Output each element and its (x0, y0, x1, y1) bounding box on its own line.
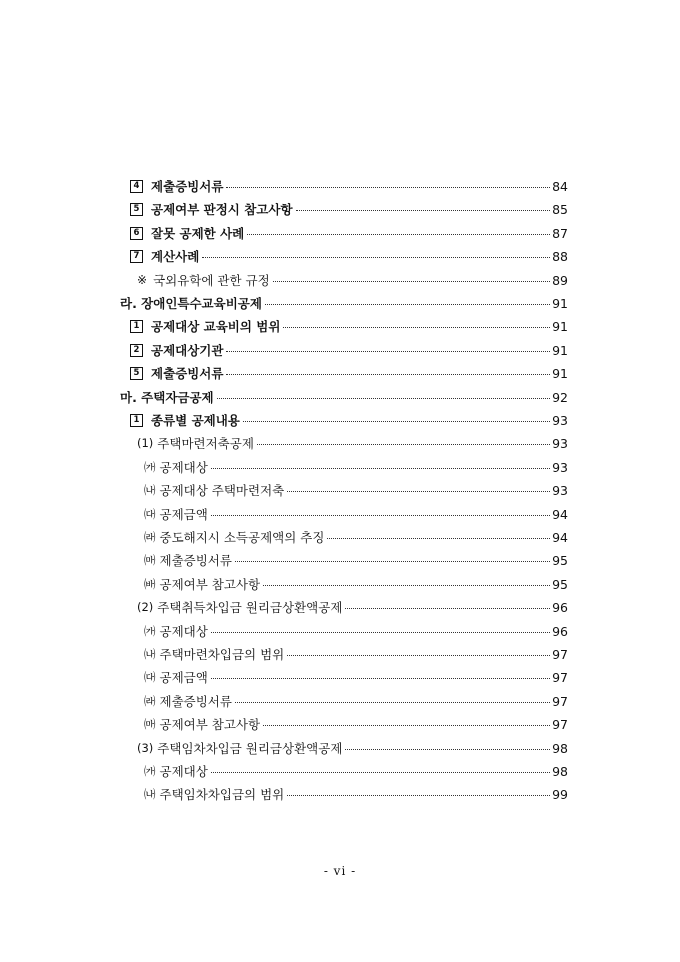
toc-entry-title (144, 622, 208, 640)
toc-entry-text: 제출증빙서류 (151, 366, 224, 381)
toc-marker: ㈓ (144, 577, 156, 591)
toc-page-number: 94 (552, 529, 568, 545)
numbered-box-marker: 5 (130, 203, 143, 216)
toc-marker: ㈏ (144, 483, 156, 497)
toc-entry-text: 제출증빙서류 (159, 553, 232, 568)
dot-leader (287, 490, 550, 492)
toc-entry-text: 공제여부 판정시 참고사항 (151, 202, 293, 217)
toc-page-number: 84 (552, 178, 568, 194)
toc-marker: ㈒ (144, 553, 156, 567)
toc-marker: ㈒ (144, 717, 156, 731)
toc-entry-title (144, 692, 232, 710)
toc-page-number: 88 (552, 248, 568, 264)
toc-entry-text: 중도해지시 소득공제액의 추징 (159, 530, 325, 545)
dot-leader (263, 724, 550, 726)
toc-entry-text: 공제대상 (159, 460, 208, 475)
toc-entry[interactable] (144, 457, 568, 477)
dot-leader (283, 326, 550, 328)
toc-entry[interactable] (130, 410, 568, 430)
toc-entry-text: 주택취득차입금 원리금상환액공제 (157, 600, 343, 615)
toc-entry[interactable] (144, 691, 568, 711)
toc-entry-text: 국외유학에 관한 규정 (153, 273, 270, 288)
toc-entry-text: 주택임차차입금 원리금상환액공제 (157, 741, 343, 756)
dot-leader (211, 467, 550, 469)
toc-page-number: 91 (552, 318, 568, 334)
dot-leader (257, 443, 550, 445)
toc-entry-title (144, 715, 260, 733)
numbered-box-marker: 2 (130, 344, 143, 357)
toc-entry-text: 공제여부 참고사항 (159, 577, 261, 592)
toc-entry-title (144, 762, 208, 780)
toc-entry[interactable] (144, 550, 568, 570)
toc-entry-text: 계산사례 (151, 249, 200, 264)
toc-entry-text: 주택마련저축공제 (157, 436, 254, 451)
toc-entry[interactable] (120, 293, 568, 313)
toc-page-number: 97 (552, 693, 568, 709)
numbered-box-marker: 6 (130, 227, 143, 240)
toc-entry-text: 공제대상기관 (151, 343, 224, 358)
toc-page-number: 89 (552, 272, 568, 288)
toc-marker: (2) (137, 600, 154, 614)
toc-page-number: 87 (552, 225, 568, 241)
toc-entry[interactable] (130, 340, 568, 360)
toc-entry[interactable] (130, 176, 568, 196)
toc-marker: ㈐ (144, 670, 156, 684)
toc-entry-text: 주택임차차입금의 범위 (159, 787, 285, 802)
toc-marker: ※ (137, 273, 148, 287)
dot-leader (263, 584, 550, 586)
toc-page-number: 85 (552, 201, 568, 217)
dot-leader (235, 560, 550, 562)
toc-entry[interactable] (144, 621, 568, 641)
toc-entry-text: 공제대상 교육비의 범위 (151, 319, 281, 334)
toc-entry-title (130, 177, 223, 195)
dot-leader (345, 607, 550, 609)
toc-page-number: 99 (552, 786, 568, 802)
toc-entry[interactable] (137, 738, 568, 758)
dot-leader (345, 748, 550, 750)
toc-entry[interactable] (144, 667, 568, 687)
toc-page-number: 97 (552, 669, 568, 685)
toc-entry-title (120, 294, 262, 312)
toc-page-number: 93 (552, 435, 568, 451)
dot-leader (273, 280, 550, 282)
toc-entry[interactable] (144, 480, 568, 500)
toc-entry-text: 공제금액 (159, 670, 208, 685)
dot-leader (327, 537, 550, 539)
toc-marker: ㈎ (144, 764, 156, 778)
toc-entry-title (144, 575, 260, 593)
toc-entry[interactable] (137, 433, 568, 453)
toc-entry[interactable] (144, 574, 568, 594)
toc-entry[interactable] (120, 387, 568, 407)
numbered-box-marker: 1 (130, 414, 143, 427)
toc-marker: ㈑ (144, 694, 156, 708)
toc-entry-title (130, 224, 244, 242)
toc-entry-text: 공제대상 주택마련저축 (159, 483, 285, 498)
toc-entry[interactable] (130, 363, 568, 383)
toc-entry-title (130, 247, 199, 265)
dot-leader (211, 514, 550, 516)
toc-entry[interactable] (137, 597, 568, 617)
toc-marker: (3) (137, 741, 154, 755)
toc-entry-title (144, 645, 284, 663)
toc-entry[interactable] (144, 761, 568, 781)
toc-page-number: 97 (552, 716, 568, 732)
toc-entry-text: 라. 장애인특수교육비공제 (120, 296, 262, 311)
dot-leader (287, 654, 550, 656)
toc-entry-text: 공제대상 (159, 624, 208, 639)
toc-marker: ㈑ (144, 530, 156, 544)
dot-leader (202, 256, 550, 258)
toc-marker: ㈏ (144, 647, 156, 661)
toc-entry-text: 제출증빙서류 (159, 694, 232, 709)
toc-marker: ㈐ (144, 507, 156, 521)
dot-leader (226, 186, 550, 188)
toc-entry-title (137, 434, 254, 452)
dot-leader (265, 303, 550, 305)
toc-page-number: 93 (552, 482, 568, 498)
toc-page-number: 94 (552, 506, 568, 522)
numbered-box-marker: 7 (130, 250, 143, 263)
page-number: - vi - (323, 864, 357, 878)
toc-marker: ㈏ (144, 787, 156, 801)
numbered-box-marker: 1 (130, 320, 143, 333)
toc-entry[interactable] (144, 784, 568, 804)
toc-page-number: 91 (552, 295, 568, 311)
toc-entry[interactable] (130, 316, 568, 336)
toc-marker: (1) (137, 436, 154, 450)
toc-entry[interactable] (144, 527, 568, 547)
toc-entry-text: 종류별 공제내용 (151, 413, 240, 428)
dot-leader (211, 771, 550, 773)
toc-entry-title (137, 598, 342, 616)
toc-entry-title (137, 739, 342, 757)
dot-leader (211, 677, 550, 679)
toc-entry[interactable] (130, 223, 568, 243)
dot-leader (211, 631, 550, 633)
toc-entry-text: 잘못 공제한 사례 (151, 226, 245, 241)
toc-page-number: 92 (552, 389, 568, 405)
toc-page-number: 95 (552, 552, 568, 568)
toc-entry-title (130, 317, 280, 335)
toc-page-number: 96 (552, 599, 568, 615)
toc-entry-title (137, 271, 270, 289)
toc-entry-title (130, 200, 293, 218)
toc-marker: ㈎ (144, 460, 156, 474)
toc-entry-title (144, 458, 208, 476)
dot-leader (243, 420, 550, 422)
toc-entry-title (130, 341, 223, 359)
toc-page-number: 93 (552, 412, 568, 428)
toc-entry-title (144, 528, 324, 546)
numbered-box-marker: 5 (130, 367, 143, 380)
toc-entry[interactable] (130, 199, 568, 219)
toc-entry[interactable] (137, 270, 568, 290)
toc-page-number: 91 (552, 342, 568, 358)
toc-entry-text: 공제여부 참고사항 (159, 717, 261, 732)
dot-leader (235, 701, 550, 703)
toc-page-number: 95 (552, 576, 568, 592)
toc-entry-text: 주택마련차입금의 범위 (159, 647, 285, 662)
toc-entry-text: 마. 주택자금공제 (120, 390, 214, 405)
dot-leader (287, 794, 550, 796)
dot-leader (217, 397, 550, 399)
toc-page-number: 97 (552, 646, 568, 662)
toc-page-number: 93 (552, 459, 568, 475)
toc-page-number: 91 (552, 365, 568, 381)
toc-entry-title (144, 505, 208, 523)
numbered-box-marker: 4 (130, 180, 143, 193)
toc-entry-title (144, 551, 232, 569)
toc-entry-text: 제출증빙서류 (151, 179, 224, 194)
toc-page-number: 98 (552, 740, 568, 756)
dot-leader (296, 209, 551, 211)
dot-leader (247, 233, 550, 235)
dot-leader (226, 373, 550, 375)
toc-page-number: 98 (552, 763, 568, 779)
toc-entry[interactable] (144, 714, 568, 734)
toc-entry-title (144, 668, 208, 686)
toc-marker: ㈎ (144, 624, 156, 638)
dot-leader (226, 350, 550, 352)
toc-entry-title (144, 481, 284, 499)
toc-entry[interactable] (144, 644, 568, 664)
toc-entry-title (130, 364, 223, 382)
toc-entry-text: 공제금액 (159, 507, 208, 522)
toc-entry-title (130, 411, 240, 429)
toc-entry-title (144, 785, 284, 803)
toc-entry-title (120, 388, 214, 406)
toc-entry-text: 공제대상 (159, 764, 208, 779)
toc-entry[interactable] (144, 504, 568, 524)
toc-page-number: 96 (552, 623, 568, 639)
toc-entry[interactable] (130, 246, 568, 266)
